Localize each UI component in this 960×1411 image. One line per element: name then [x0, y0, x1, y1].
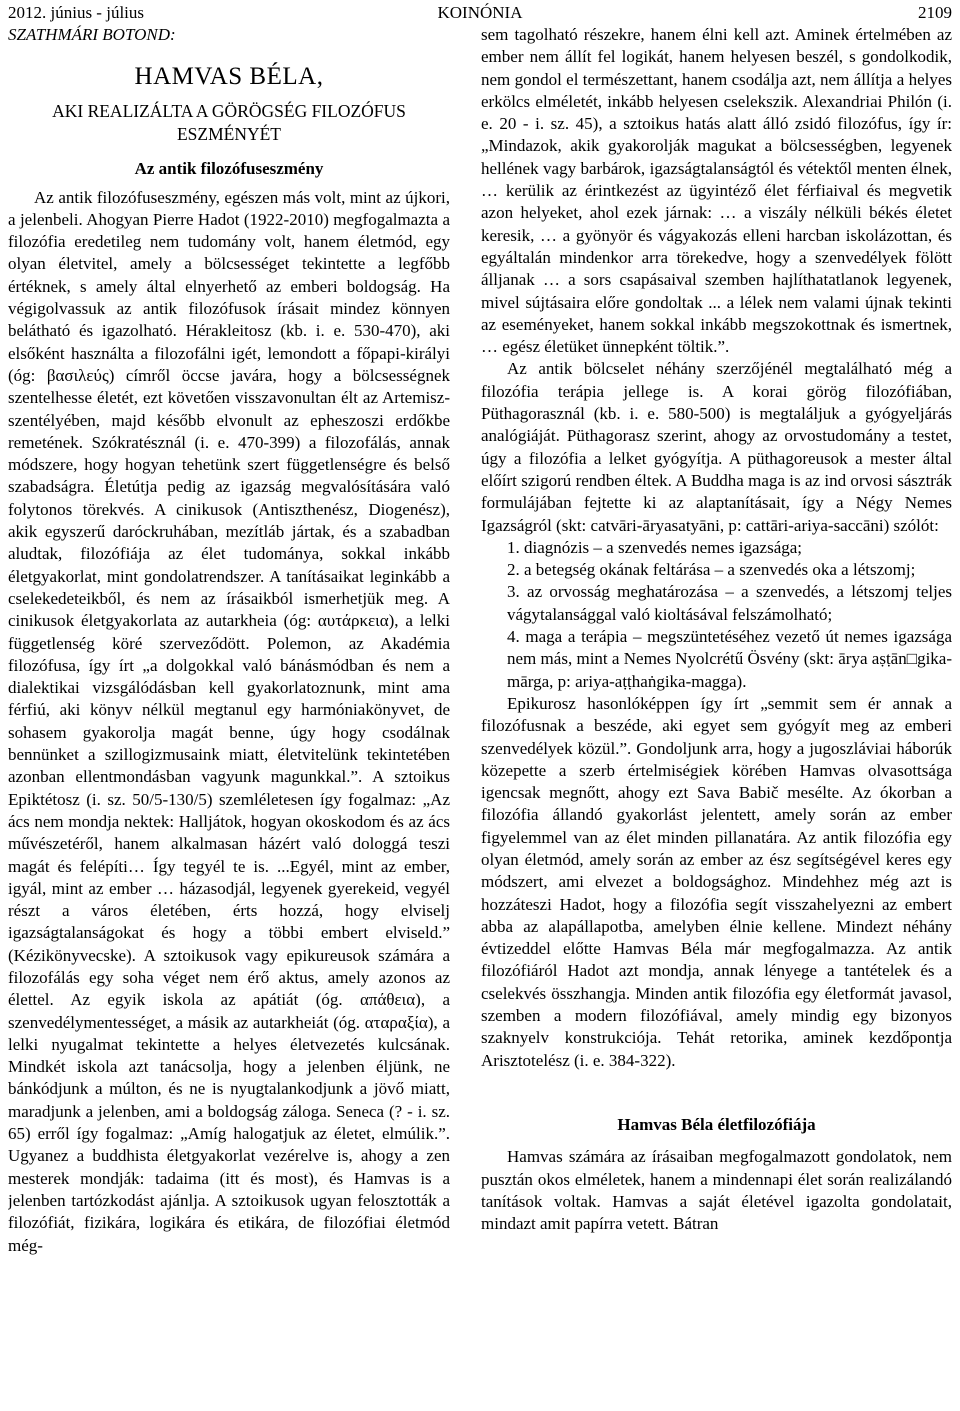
section-heading-antique-ideal: Az antik filozófuseszmény [134, 159, 324, 179]
body-paragraph: Epikurosz hasonlóképpen így írt „semmit sem ér annak a filozófusnak a beszéde, aki egyet sem gyógyít meg az emberi szenvedélyek közül.”. Gondoljunk arra, hogy a jugoszláviai háborúk közepette a szerb értelmiségiek körében Hamvas olvasottsága igencsak megnőtt, ahogy ezt Sava Babič mesélte. Az ókorban a filozófia állandó gyakorlást jelentett, amely során az ember figyelemmel van az élet minden pillanatára. Az antik filozófia egy olyan életmód, amely során az ember az ész segítségével keres egy módszert, ami elvezet a boldogsághoz. Mindehhez még azt is hozzáteszi Hadot, hogy a filozófia segít visszahelyezni az embert abba az alapállapotba, amelyben élnie kellene. Mindezt néhány évtizeddel előtte Hamvas Béla már megfogalmazza. Az antik filozófiáról Hadot azt mondja, annak lényege a tantételek és a cselekvés összhangja. Minden antik filozófia egy életformát javasol, szemben a modern filozófiával, amely mindig egy bizonyos szaknyelv konstrukciója. Tehát retorika, aminek kezdőpontja Arisztotelész (i. e. 384-322). [481, 693, 952, 1070]
section-heading-life-philosophy: Hamvas Béla életfilozófiája [617, 1114, 816, 1134]
right-column [481, 24, 952, 1411]
running-header [8, 2, 952, 26]
list-item: 4. maga a terápia – megszüntetéséhez vezető út nemes igazsága nem más, mint a Nemes Nyolcrétű Ösvény (skt: ārya aṣṭān□gika-mārga, p: ariya-aṭṭhaṅgika-magga). [507, 627, 952, 691]
body-paragraph: Hamvas számára az írásaiban megfogalmazott gondolatok, nem pusztán okos elméletek, hanem a mindennapi élet során realizálandó tanítások voltak. Hamvas a saját életével igazolta gondolatait, mindazt amit papírra vetett. Bátran [481, 1147, 952, 1234]
header-page-number: 2109 [918, 3, 952, 22]
list-item: 2. a betegség okának feltárása – a szenvedés oka a létszomj; [507, 560, 916, 580]
left-column [8, 24, 450, 1411]
header-date: 2012. június - július [8, 3, 145, 22]
list-item: 3. az orvosság meghatározása – a szenvedés, a létszomj teljes vágytalansággal való kioltásával felszámolható; [507, 582, 952, 624]
article-author: SZATHMÁRI BOTOND: [8, 25, 176, 44]
body-paragraph: Az antik bölcselet néhány szerzőjénél megtalálható még a filozófia terápia jellege is. A korai görög filozófiában, Püthagorasznál (kb. i. e. 580-500) is megtaláljuk a gyógyeljárás analógiáját. Püthagorasz szerint, ahogy az orvostudomány a testet, úgy a filozófia a lelket gyógyítja. A püthagoreusok a mester által előírt szigorú rendben éltek. A Buddha maga is az ind orvosi sásztrák formulájában fejtette ki az alaptanításait, így a Négy Nemes Igazságról (skt: catvāri-āryasatyāni, p: cattāri-ariya-saccāni) szólót: [481, 359, 952, 535]
four-noble-truths-list [481, 537, 952, 693]
body-paragraph: sem tagolható részekre, hanem élni kell azt. Aminek értelmében az ember nem állít fel logikát, hanem helyesen beszél, s gondolkodik, nem gondol el természettant, hanem csodálja azt, nem állítja a helyes erkölcs elméletét, inkább helyesen cselekszik. Alexandriai Philón (i. e. 20 - i. sz. 45), a sztoikus hatás alatt álló zsidó filozófus, így ír: „Mindazok, akik gyakorolják magukat a bölcsességben, legyenek hellének vagy barbárok, igazságtalanságtól és vétektől menten élnek, … kerülik az érintkezést az ügyintéző élet férfiaival és megvetik azon helyeket, ahol ezek járnak: … a viszály nélküli békés életet keresik, … a gyönyör és vágyakozás elleni harcban iskolázottan, és egyáltalán mindenkor arra törekedve, hogy a szenvedélyek fölött álljanak … a sors csapásaival szemben hajlíthatatlanok legyenek, mivel sújtásaira előre gondoltak ... a lélek nem valami újnak tekinti az eseményeket, hanem sokkal inkább megszokottnak és ismertnek, … egész életüket ünnepként töltik.”. [481, 25, 952, 357]
header-journal: KOINÓNIA [437, 3, 523, 22]
article-title: HAMVAS BÉLA, [134, 63, 324, 91]
body-paragraph: Az antik filozófuseszmény, egészen más volt, mint az újkori, a jelenbeli. Ahogyan Pierre Hadot (1922-2010) megfogalmazta a filozófia eredetileg nem tudomány volt, hanem életmód, egy olyan életvitel, amely a bölcsességet tekintette a legfőbb értéknek, s amely által elnyerhető az emberi boldogság. Ha végigolvassuk az antik filozófusok írásait mindez könnyen belátható és igazolható. Hérakleitosz (kb. i. e. 530-470), aki elsőként használta a filozofálni igét, lemondott a főpapi-királyi (óg: βασιλεύς) címről öccse javára, hogy a bölcsességnek szentelhesse életét, ezt követően visszavonultan élt az Artemisz-szentélyében, majd később elvonult az epheszoszi erdőkbe remetének. Szókratésznál (i. e. 470-399) a filozofálás, annak módszere, hogy hogyan tehetünk szert függetlenségre és belső szabadságra. Életútja pedig az igazság megvalósítására való folytonos törekvés. A cinikusok (Antiszthenész, Diogenész), akik egyszerű daróckruhában, mezítláb jártak, és a szabadban aludtak, filozófiája az élet tudománya, sokkal inkább életgyakorlat, mint gondolatrendszer. A tanításaikat leginkább a cselekedeteikből, és nem az írásaikból ismerhetjük meg. A cinikusok életgyakorlata az autarkheia (óg: αυτάρκεια), a lelki függetlenség köré szerveződött. Polemon, az Akadémia filozófusa, így írt „a dolgokkal való bánásmódban és nem a dialektikai vizsgálódásban kell gyakorlatoznunk, mint ama férfiú, aki könyv nélkül megtanul egy harmóniakönyvet, de sohasem gyakorolja magát benne, úgy hogy csodálnak bennünket a szillogizmusaink miatt, életvitelünk tekintetében azonban ellentmondásban vagyunk magunkkal.”. A sztoikus Epiktétosz (i. sz. 50/5-130/5) szemléletesen így fogalmaz: „Az ács nem mondja nektek: Halljátok, hogyan okoskodom és az ács művészetéről, hanem alkalmasan házért való dologgá teszi magát és felépíti… Így tegyél te is. ...Egyél, mint az ember, igyál, mint az ember … házasodjál, legyenek gyerekeid, vegyél részt a város életében, érts hozzá, hogy elviselj igazságtalanságokat és hogy a többi embert elviseld.” (Kézikönyvecske). A sztoikusok vagy epikureusok számára a filozofálás egy soha véget nem érő aktus, amely azonos az élettel. Az egyik iskola az apátiát (óg. απάθεια), a szenvedélymentességet, a másik az autarkheiát (óg. αταραξία), a lelki nyugalmat tekintette a helyes életvezetés kulcsának. Mindkét iskola azt tanácsolja, hogy a jelenben éljünk, ne bánkódjunk a múlton, és ne is nyugtalankodjunk a jövő miatt, maradjunk a jelenben, ami a boldogság záloga. Seneca (? - i. sz. 65) erről így fogalmaz: „Amíg halogatjuk az életet, elmúlik.”. Ugyanez a buddhista életgyakorlat vezérelve is, ahogy a zen mesterek mondják: tadaima (itt és most), és Hamvas is a jelenben tartózkodást ajánlja. A sztoikusok ugyan felosztották a filozófiát, fizikára, logikára és etikára, de filozófiai életmód még- [8, 187, 450, 1255]
list-item: 1. diagnózis – a szenvedés nemes igazsága; [507, 537, 803, 557]
article-subtitle: AKI REALIZÁLTA A GÖRÖGSÉG FILOZÓFUS ESZMÉNYÉT [52, 101, 406, 145]
